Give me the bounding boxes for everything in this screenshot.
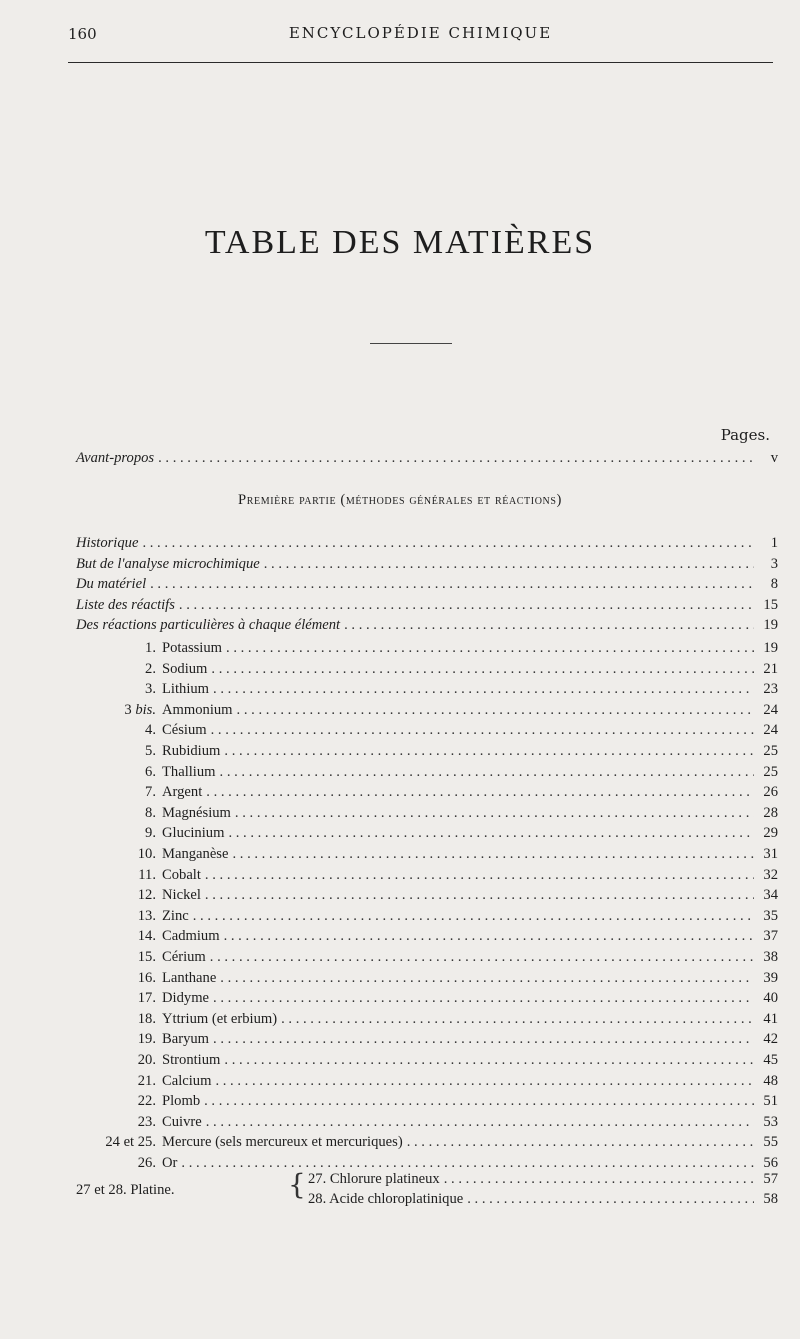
toc-entry-number: 12.: [137, 887, 156, 904]
toc-entry-number: 21.: [137, 1072, 156, 1089]
toc-entry-label: Calcium: [162, 1072, 212, 1089]
toc-entry-label: 27. Chlorure platineux: [308, 1171, 440, 1187]
toc-entry-label: Rubidium: [162, 743, 221, 759]
toc-entry-page: 48: [763, 1072, 778, 1089]
toc-entry-number: 19.: [137, 1031, 156, 1048]
toc-entry-page: 24: [763, 722, 778, 739]
toc-entry-number: 2.: [145, 660, 156, 677]
toc-entry-page: 1: [770, 535, 778, 551]
toc-entry-page: 26: [763, 784, 778, 801]
toc-entry-number: 1.: [145, 640, 156, 656]
toc-entry-page: 58: [763, 1191, 778, 1207]
toc-entry-label: Manganèse: [162, 846, 229, 862]
toc-entry-page: 3: [770, 555, 778, 572]
toc-entry-label: Thallium: [162, 763, 216, 780]
toc-entry-label: But de l'analyse microchimique: [76, 555, 260, 572]
part-heading-text: Première partie (méthodes générales et réactions): [238, 492, 562, 508]
leader-dots: [467, 1191, 754, 1208]
toc-entry-label: Cobalt: [162, 866, 201, 883]
toc-entry-label: Lithium: [162, 681, 210, 698]
toc-entry-number: 5.: [145, 743, 156, 759]
page-number: 160: [68, 25, 97, 43]
toc-entry-label: Nickel: [162, 887, 201, 904]
toc-entry-label: Zinc: [162, 907, 189, 924]
toc-entry-label: Cadmium: [162, 928, 220, 945]
toc-entry-label: Ammonium: [162, 701, 233, 718]
toc-entry-page: 23: [763, 681, 778, 698]
toc-entry-number: 24 et 25.: [105, 1134, 156, 1151]
toc-entry-label: Du matériel: [76, 576, 147, 593]
toc-entry-label: 28. Acide chloroplatinique: [308, 1191, 464, 1207]
toc-entry-page: 41: [763, 1010, 778, 1027]
toc-entry-page: 57: [763, 1171, 778, 1187]
toc-entry-label: Lanthane: [162, 969, 217, 986]
toc-entry-number: 3.: [145, 681, 156, 698]
toc-entry-number: 6.: [145, 763, 156, 780]
toc-entry-page: 19: [763, 617, 778, 634]
running-title: ENCYCLOPÉDIE CHIMIQUE: [288, 24, 553, 42]
toc-entry-label: Baryum: [162, 1031, 210, 1048]
toc-entry-page: 38: [763, 949, 778, 965]
toc-entry-page: 28: [763, 804, 778, 821]
toc-entry-number: 20.: [137, 1052, 156, 1068]
toc-entry-acide-chloroplatinique: [308, 1191, 778, 1211]
toc-entry-number: 8.: [145, 804, 156, 821]
toc-entry-number: 3 bis.: [124, 701, 156, 718]
toc-entry-page: 34: [763, 887, 778, 904]
toc-entry-page: 56: [763, 1155, 778, 1171]
toc-entry-number: 11.: [138, 866, 156, 883]
toc-entry-label: Cérium: [162, 949, 206, 965]
toc-entry-number: 15.: [137, 949, 156, 965]
toc-entry-page: 55: [763, 1134, 778, 1151]
toc-entry-page: 8: [770, 576, 778, 593]
toc-entry-page: 15: [763, 596, 778, 613]
toc-entry-label: Magnésium: [162, 804, 231, 821]
toc-entry-number: 10.: [137, 846, 156, 862]
toc-entry-label: Césium: [162, 722, 207, 739]
toc-entry-page: 31: [763, 846, 778, 862]
toc-entry-chlorure-platineux: [308, 1171, 778, 1191]
toc-entry-page: 25: [763, 763, 778, 780]
toc-entry-page: 25: [763, 743, 778, 759]
toc-entry-label: Des réactions particulières à chaque élément: [76, 617, 341, 634]
toc-entry-label: Avant-propos: [76, 450, 155, 466]
toc-entry-number: 16.: [137, 969, 156, 986]
toc-entry-page: 39: [763, 969, 778, 986]
toc-entry-label: Glucinium: [162, 825, 225, 842]
toc-platine-block: [76, 0, 778, 1339]
toc-entry-number: 18.: [137, 1010, 156, 1027]
toc-entry-number: 13.: [137, 907, 156, 924]
toc-entry-page: 42: [763, 1031, 778, 1048]
page-title: TABLE DES MATIÈRES: [204, 224, 596, 261]
toc-entry-page: v: [770, 450, 778, 466]
leader-dots: [444, 1171, 754, 1188]
toc-entry-page: 53: [763, 1113, 778, 1130]
toc-entry-label: Plomb: [162, 1093, 201, 1110]
pages-column-label: Pages.: [720, 426, 770, 444]
toc-entry-page: 21: [763, 660, 778, 677]
toc-entry-label: Cuivre: [162, 1113, 202, 1130]
toc-entry-number: 26.: [137, 1155, 156, 1171]
toc-entry-number: 17.: [137, 990, 156, 1007]
toc-entry-label: Argent: [162, 784, 203, 801]
toc-entry-label: Potassium: [162, 640, 223, 656]
toc-entry-number: 7.: [145, 784, 156, 801]
toc-entry-label: Historique: [76, 535, 139, 551]
toc-entry-page: 37: [763, 928, 778, 945]
platine-prefix: 27 et 28. Platine.: [76, 1182, 175, 1198]
toc-entry-number: 23.: [137, 1113, 156, 1130]
toc-entry-number: 4.: [145, 722, 156, 739]
toc-entry-page: 35: [763, 907, 778, 924]
toc-entry-page: 51: [763, 1093, 778, 1110]
toc-entry-page: 45: [763, 1052, 778, 1068]
toc-entry-label: Strontium: [162, 1052, 221, 1068]
toc-entry-page: 24: [763, 701, 778, 718]
toc-entry-page: 19: [763, 640, 778, 656]
toc-entry-page: 29: [763, 825, 778, 842]
toc-entry-number: 22.: [137, 1093, 156, 1110]
toc-entry-label: Liste des réactifs: [76, 596, 175, 613]
toc-entry-label: Sodium: [162, 660, 208, 677]
toc-entry-page: 40: [763, 990, 778, 1007]
toc-entry-label: Mercure (sels mercureux et mercuriques): [162, 1134, 403, 1151]
toc-entry-number: 9.: [145, 825, 156, 842]
toc-entry-label: Yttrium (et erbium): [162, 1010, 278, 1027]
toc-entry-page: 32: [763, 866, 778, 883]
brace-glyph: {: [288, 1168, 306, 1201]
toc-entry-number: 14.: [137, 928, 156, 945]
toc-entry-label: Didyme: [162, 990, 210, 1007]
toc-entry-label: Or: [162, 1155, 178, 1171]
